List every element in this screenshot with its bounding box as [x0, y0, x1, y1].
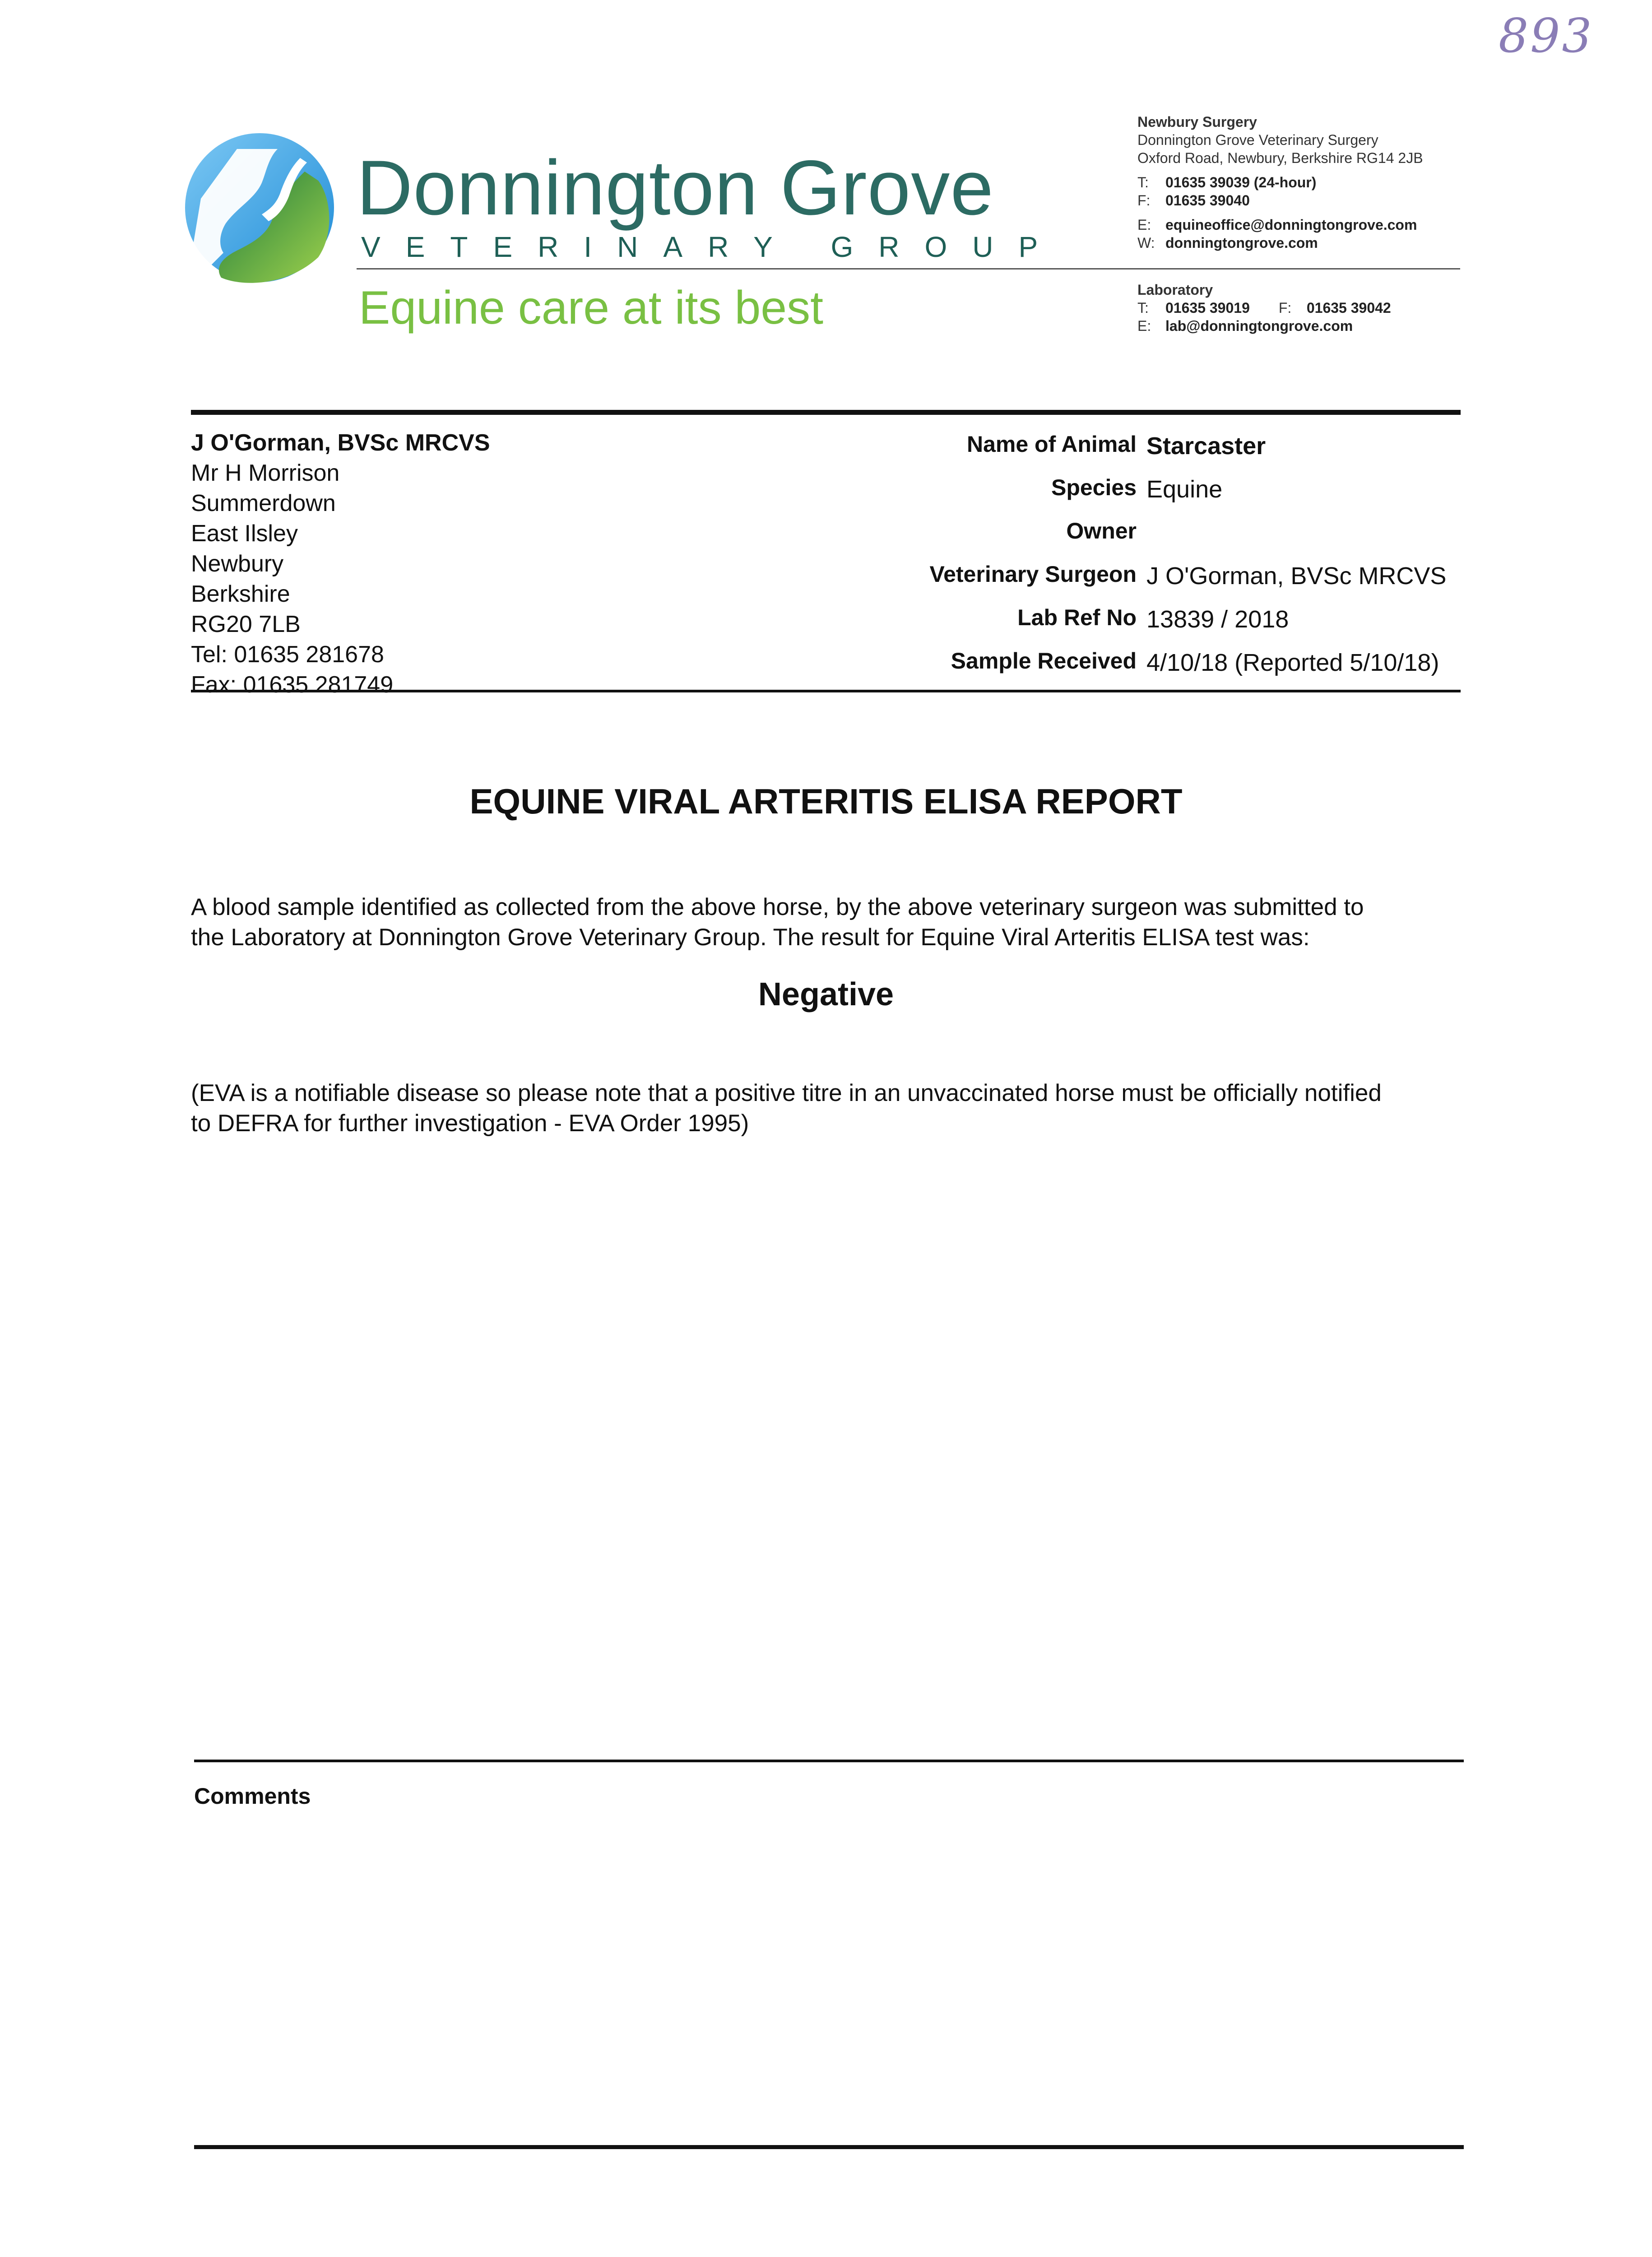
intro-line-1: A blood sample identified as collected from the above horse, by the above veterinary surgeon was submitted to — [191, 894, 1364, 920]
notice-line-2: to DEFRA for further investigation - EVA Order 1995) — [191, 1110, 749, 1137]
lab-contact-block — [1137, 281, 1391, 335]
surgery-address: Oxford Road, Newbury, Berkshire RG14 2JB — [1137, 150, 1423, 166]
surgery-name: Donnington Grove Veterinary Surgery — [1137, 132, 1378, 148]
animal-label: Name of Animal — [966, 432, 1137, 457]
details-labels — [677, 431, 1137, 684]
phone-label: T: — [1137, 174, 1149, 190]
horse-head-logo-icon — [183, 131, 336, 284]
report-title: EQUINE VIRAL ARTERITIS ELISA REPORT — [469, 781, 1183, 821]
fax-number: 01635 39040 — [1165, 192, 1250, 209]
contact-divider — [357, 268, 1460, 269]
email-link[interactable]: equineoffice@donningtongrove.com — [1165, 217, 1417, 233]
lab-fax: 01635 39042 — [1306, 300, 1391, 316]
recipient-line-fax: Fax: 01635 281749 — [191, 672, 394, 698]
footer-rule — [194, 2145, 1464, 2149]
brand-subtitle: VETERINARY GROUP — [361, 231, 1063, 263]
comments-rule — [194, 1760, 1464, 1762]
brand-name: Donnington Grove — [357, 144, 994, 231]
lab-email-label: E: — [1137, 318, 1151, 334]
details-values — [1146, 431, 1462, 684]
owner-label: Owner — [1066, 518, 1137, 543]
received-label: Sample Received — [951, 648, 1137, 673]
animal-value: Starcaster — [1146, 432, 1266, 460]
fax-label: F: — [1137, 192, 1151, 209]
received-value: 4/10/18 (Reported 5/10/18) — [1146, 649, 1439, 676]
recipient-line-tel: Tel: 01635 281678 — [191, 641, 384, 668]
labref-value: 13839 / 2018 — [1146, 606, 1289, 633]
web-link[interactable]: donningtongrove.com — [1165, 235, 1318, 251]
recipient-line-name: Mr H Morrison — [191, 460, 340, 486]
recipient-line-county: Berkshire — [191, 581, 290, 607]
intro-line-2: the Laboratory at Donnington Grove Veterinary Group. The result for Equine Viral Arteritis ELISA test was: — [191, 924, 1310, 951]
surgery-heading: Newbury Surgery — [1137, 114, 1257, 130]
handwritten-page-number: 893 — [1499, 8, 1594, 63]
notice-line-1: (EVA is a notifiable disease so please note that a positive titre in an unvaccinated horse must be officially notified — [191, 1080, 1382, 1106]
species-label: Species — [1051, 475, 1137, 500]
lab-heading: Laboratory — [1137, 282, 1213, 298]
recipient-line-town: Newbury — [191, 551, 284, 577]
recipient-line-village: East Ilsley — [191, 520, 298, 547]
header-rule-top — [191, 410, 1461, 415]
recipient-line-vet: J O'Gorman, BVSc MRCVS — [191, 430, 490, 456]
brand-tagline: Equine care at its best — [359, 282, 824, 334]
surgeon-label: Veterinary Surgeon — [929, 562, 1137, 587]
recipient-line-postcode: RG20 7LB — [191, 611, 301, 637]
lab-email-link[interactable]: lab@donningtongrove.com — [1165, 318, 1353, 334]
lab-phone-label: T: — [1137, 300, 1149, 316]
test-result: Negative — [758, 976, 894, 1012]
lab-phone: 01635 39019 — [1165, 300, 1250, 316]
labref-label: Lab Ref No — [1017, 605, 1137, 630]
recipient-address — [191, 428, 642, 698]
lab-fax-label: F: — [1278, 300, 1292, 316]
email-label: E: — [1137, 217, 1151, 233]
notice-paragraph — [191, 1078, 1468, 1138]
phone-number: 01635 39039 (24-hour) — [1165, 174, 1317, 190]
recipient-line-street: Summerdown — [191, 490, 336, 516]
contact-block — [1137, 113, 1423, 252]
web-label: W: — [1137, 235, 1155, 251]
species-value: Equine — [1146, 476, 1223, 503]
surgeon-value: J O'Gorman, BVSc MRCVS — [1146, 562, 1447, 590]
comments-label: Comments — [194, 1783, 311, 1809]
intro-paragraph — [191, 892, 1468, 952]
